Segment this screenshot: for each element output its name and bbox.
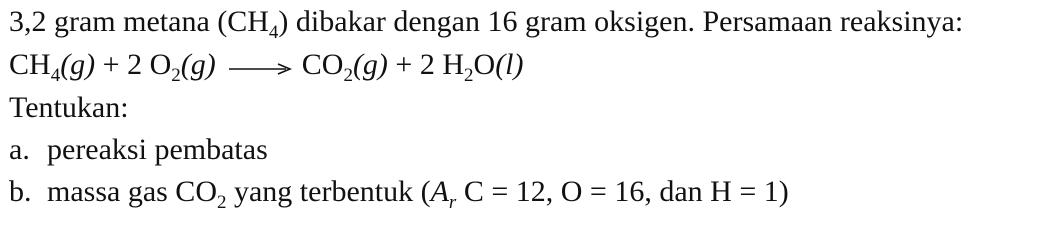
list-item [9,174,789,213]
item-label: b. [9,175,32,208]
statement-part: 3,2 gram metana (CH [9,5,269,38]
state-label: (g) [60,48,96,81]
subscript: 4 [268,22,279,43]
list-item [9,132,268,168]
subscript: 2 [171,65,181,86]
instruction: Tentukan: [9,91,129,124]
reaction-equation [9,47,524,85]
subscript: 4 [50,65,61,86]
reaction-arrow-icon [228,49,292,85]
subscript: 2 [216,192,227,213]
product-water: + 2 H [387,48,465,81]
item-text: massa gas CO [47,175,217,208]
statement-part: ) dibakar dengan 16 gram oksigen. Persamaan reaksinya: [278,5,964,38]
item-label: a. [9,133,30,166]
reactant-oxygen: + 2 O [95,48,172,81]
reactant-methane: CH [9,48,51,81]
state-label: (g) [352,48,388,81]
relative-mass-symbol: A [430,175,449,208]
state-label: (l) [495,48,524,81]
subscript: 2 [464,65,474,86]
subscript: 2 [343,65,353,86]
state-label: (g) [180,48,216,81]
item-text: yang terbentuk ( [226,175,431,208]
item-text: pereaksi pembatas [47,133,268,166]
product-water-rest: O [473,48,496,81]
item-text: C = 12, O = 16, dan H = 1) [456,175,789,208]
subscript: r [448,192,457,213]
product-co2: CO [301,48,344,81]
problem-statement [9,4,964,43]
